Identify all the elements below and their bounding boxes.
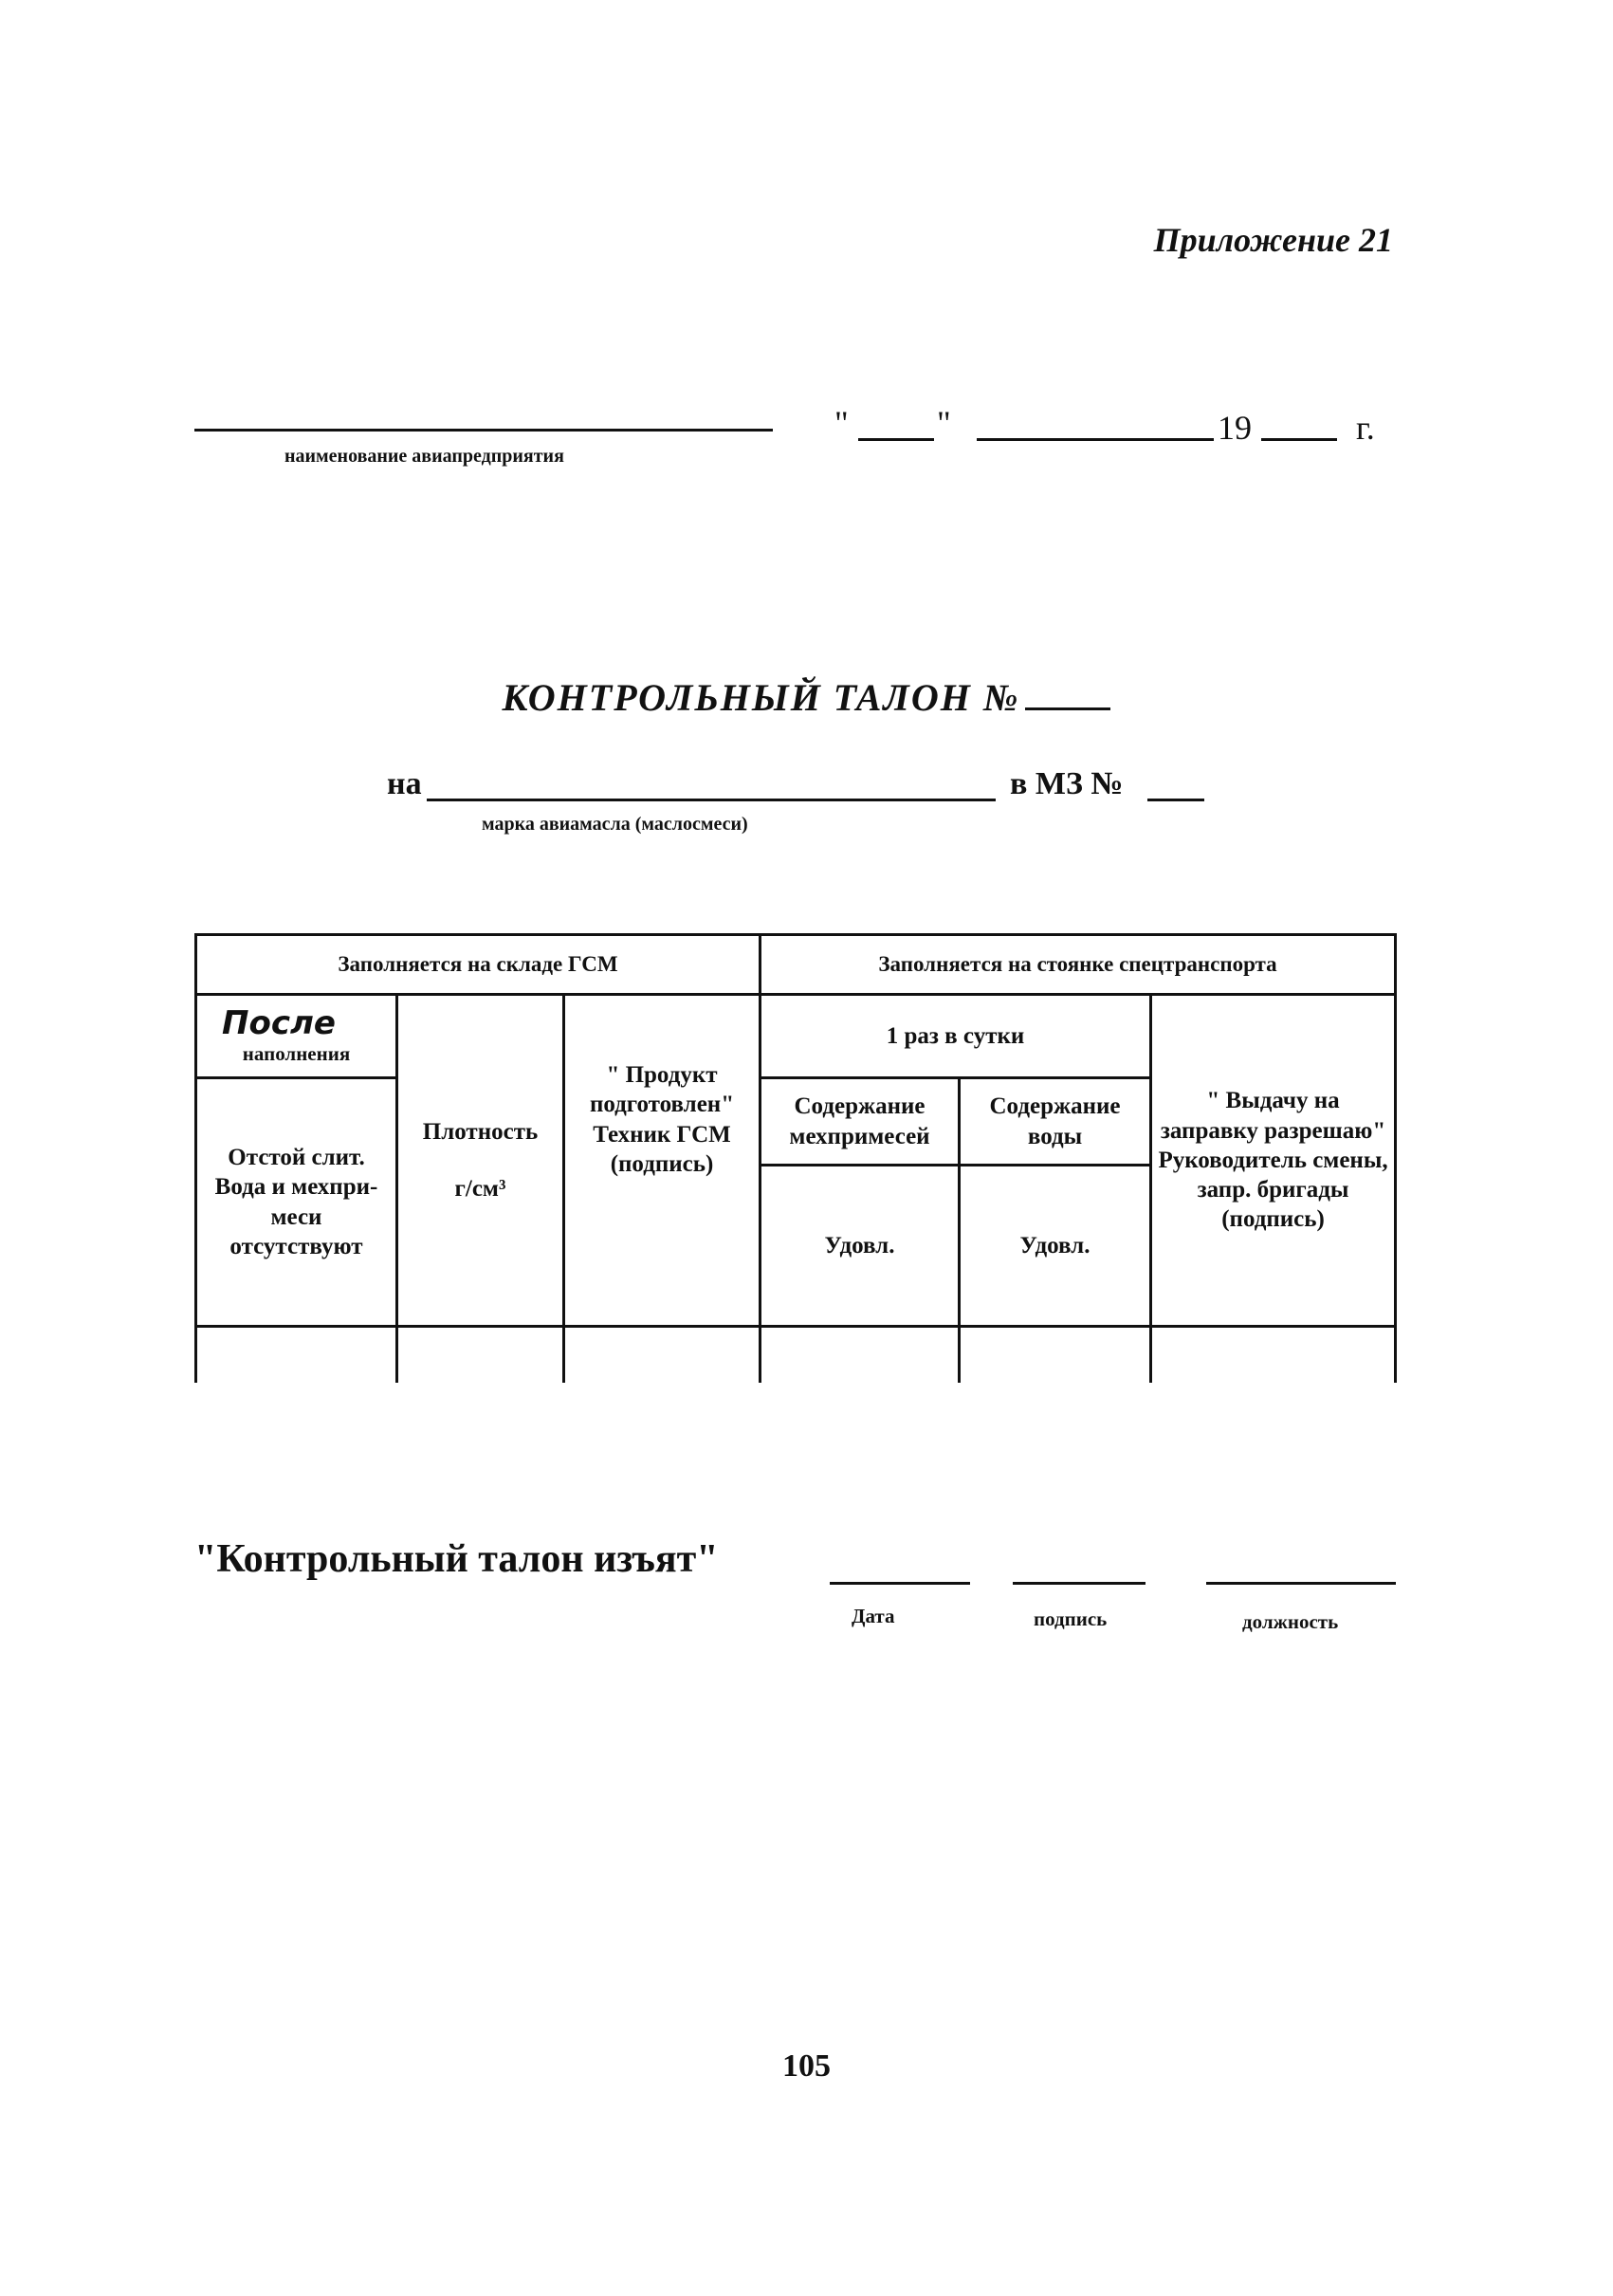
talon-number-field[interactable] (1025, 679, 1110, 710)
density-header (397, 995, 564, 1327)
withdrawn-position-field[interactable] (1206, 1582, 1396, 1585)
after-fill-header (196, 995, 397, 1078)
issue-permit-header: " Выдачу на заправку разрешаю" Руководитель смены, запр. бригады (подпись) (1151, 995, 1396, 1327)
after-fill-subtitle: наполнения (242, 1042, 351, 1066)
document-title (0, 675, 1613, 720)
date-month-field[interactable] (977, 438, 1214, 441)
entry-density-cell[interactable] (397, 1327, 564, 1384)
date-year-prefix: 19 (1218, 409, 1252, 447)
entry-sediment-cell[interactable] (196, 1327, 397, 1384)
sediment-header: Отстой слит. Вода и мехпри- меси отсутствуют (196, 1078, 397, 1327)
withdrawn-position-caption: должность (1242, 1610, 1339, 1633)
entry-mech-cell[interactable] (761, 1327, 960, 1384)
withdrawn-signature-field[interactable] (1013, 1582, 1146, 1585)
mech-impurities-header: Содержание мехпримесей (761, 1078, 960, 1166)
enterprise-name-caption: наименование авиапредприятия (284, 446, 564, 467)
water-content-header: Содержание воды (960, 1078, 1151, 1166)
document-title-text: КОНТРОЛЬНЫЙ ТАЛОН № (502, 676, 1020, 719)
date-quote-open: " (834, 404, 849, 442)
date-day-field[interactable] (858, 438, 934, 441)
page-number: 105 (782, 2048, 831, 2084)
oil-line-prefix: на (387, 766, 422, 801)
entry-product-cell[interactable] (564, 1327, 761, 1384)
satisfactory-water: Удовл. (960, 1166, 1151, 1327)
withdrawn-date-caption: Дата (852, 1605, 895, 1627)
withdrawn-date-field[interactable] (830, 1582, 970, 1585)
density-unit: г/см³ (454, 1175, 506, 1202)
group-header-warehouse: Заполняется на складе ГСМ (196, 935, 761, 995)
withdrawn-statement: "Контрольный талон изъят" (194, 1537, 719, 1581)
date-year-field[interactable] (1261, 438, 1337, 441)
product-ready-header: " Продукт подготовлен" Техник ГСМ (подпись) (564, 995, 761, 1327)
entry-permit-cell[interactable] (1151, 1327, 1396, 1384)
oil-brand-caption: марка авиамасла (маслосмеси) (482, 814, 748, 835)
control-talon-table (194, 933, 1397, 1383)
oil-line-suffix: в МЗ № (1010, 766, 1124, 801)
density-label: Плотность (422, 1119, 539, 1146)
withdrawn-signature-caption: подпись (1034, 1607, 1108, 1630)
group-header-parking: Заполняется на стоянке спецтранспорта (761, 935, 1396, 995)
once-a-day-header: 1 раз в сутки (761, 995, 1151, 1078)
entry-water-cell[interactable] (960, 1327, 1151, 1384)
enterprise-name-field[interactable] (194, 429, 773, 432)
mz-number-field[interactable] (1147, 799, 1204, 801)
oil-brand-field[interactable] (427, 799, 996, 801)
after-fill-title: После (222, 1003, 336, 1042)
date-year-suffix: г. (1356, 409, 1375, 447)
date-quote-close: " (937, 404, 951, 442)
satisfactory-mech: Удовл. (761, 1166, 960, 1327)
appendix-label: Приложение 21 (1153, 221, 1393, 259)
